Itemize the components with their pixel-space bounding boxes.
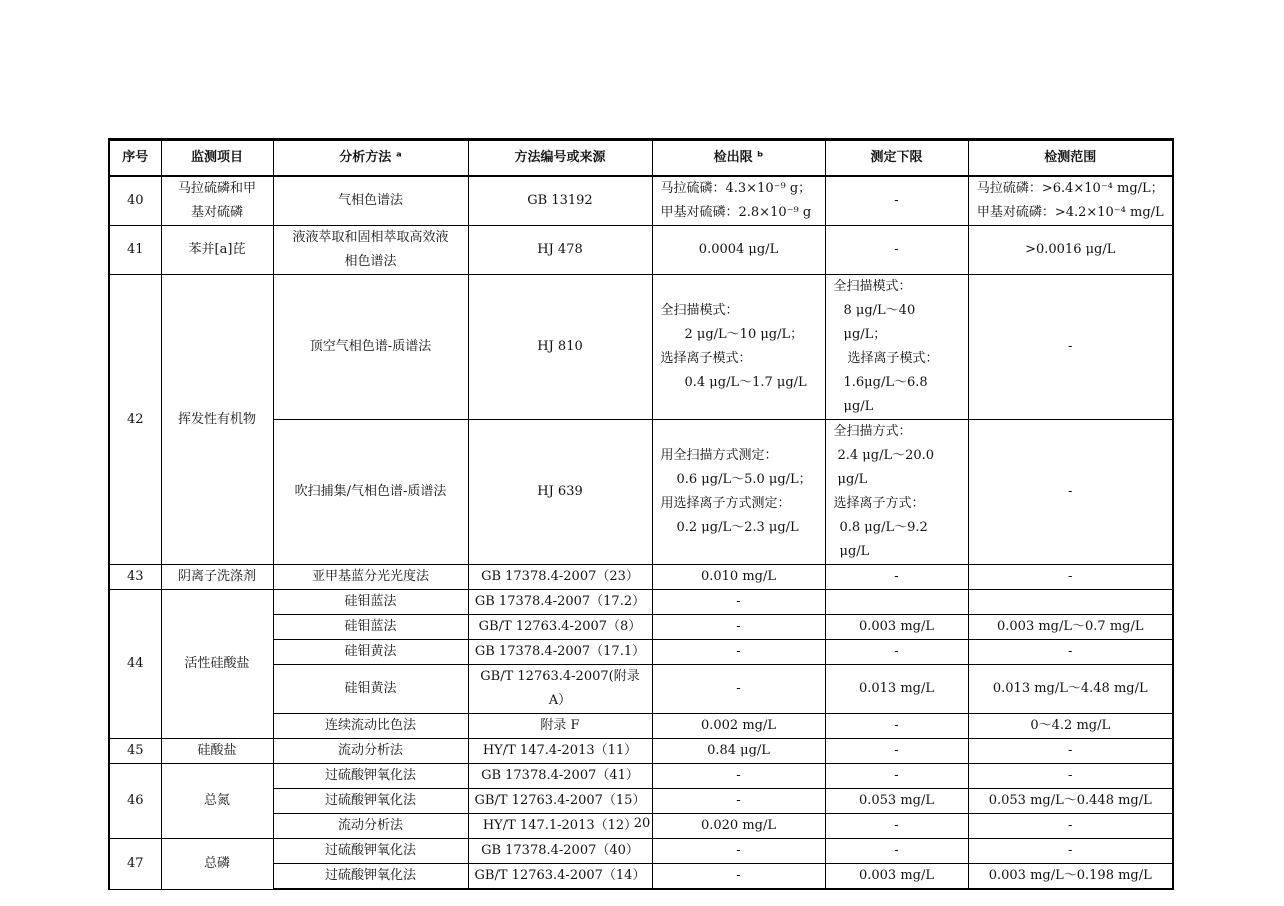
row-source: GB 13192 <box>468 176 652 226</box>
lower-line: 1.6μg/L～6.8 μg/L <box>843 375 928 414</box>
limit-line: 用选择离子方式测定： <box>660 496 791 511</box>
row-method: 硅钼蓝法 <box>273 615 468 640</box>
row-item: 活性硅酸盐 <box>161 590 273 739</box>
row-lower: - <box>825 640 968 665</box>
row-method: 过硫酸钾氧化法 <box>273 789 468 814</box>
row-source: GB/T 12763.4-2007（15） <box>468 789 652 814</box>
header-source: 方法编号或来源 <box>468 140 652 177</box>
row-no: 47 <box>109 839 161 890</box>
row-range: - <box>968 420 1173 565</box>
limit-line: 用全扫描方式测定： <box>660 448 778 463</box>
row-limit: - <box>652 789 825 814</box>
row-method <box>273 226 468 275</box>
row-source: GB/T 12763.4-2007（14） <box>468 864 652 890</box>
method-line: 相色谱法 <box>344 254 397 269</box>
row-limit: - <box>652 665 825 714</box>
row-method: 气相色谱法 <box>273 176 468 226</box>
header-lower: 测定下限 <box>825 140 968 177</box>
row-limit: - <box>652 615 825 640</box>
row-limit: - <box>652 590 825 615</box>
row-item: 苯并[a]芘 <box>161 226 273 275</box>
row-lower: - <box>825 226 968 275</box>
row-source: GB/T 12763.4-2007(附录 A） <box>468 665 652 714</box>
row-method: 硅钼蓝法 <box>273 590 468 615</box>
row-range: - <box>968 839 1173 864</box>
lower-line: 8 μg/L～40 μg/L； <box>843 303 916 342</box>
table-row <box>109 176 1173 226</box>
row-range: - <box>968 565 1173 590</box>
header-no: 序号 <box>109 140 161 177</box>
range-line: 马拉硫磷：>6.4×10⁻⁴ mg/L； <box>976 181 1164 196</box>
row-lower: 0.053 mg/L <box>825 789 968 814</box>
row-source: GB 17378.4-2007（17.2） <box>468 590 652 615</box>
row-range: - <box>968 739 1173 764</box>
table-row <box>109 226 1173 275</box>
header-limit: 检出限 ᵇ <box>652 140 825 177</box>
row-lower: - <box>825 714 968 739</box>
table-row <box>109 275 1173 420</box>
row-lower <box>825 275 968 420</box>
row-range: - <box>968 764 1173 789</box>
row-source: GB/T 12763.4-2007（8） <box>468 615 652 640</box>
row-range: 0.003 mg/L～0.198 mg/L <box>968 864 1173 890</box>
row-range <box>968 176 1173 226</box>
row-source: GB 17378.4-2007（40） <box>468 839 652 864</box>
limit-line: 马拉硫磷：4.3×10⁻⁹ g； <box>660 181 812 196</box>
row-limit: - <box>652 864 825 890</box>
row-method: 硅钼黄法 <box>273 665 468 714</box>
row-limit: - <box>652 764 825 789</box>
lower-line: 全扫描方式： <box>833 424 912 439</box>
header-method: 分析方法 ᵃ <box>273 140 468 177</box>
row-no: 40 <box>109 176 161 226</box>
row-no: 45 <box>109 739 161 764</box>
limit-line: 选择离子模式： <box>660 351 752 366</box>
table-row <box>109 739 1173 764</box>
limit-line: 2 μg/L～10 μg/L； <box>684 327 804 342</box>
row-limit: - <box>652 640 825 665</box>
row-limit <box>652 176 825 226</box>
limit-line: 0.2 μg/L～2.3 μg/L <box>676 520 799 535</box>
row-source: HJ 639 <box>468 420 652 565</box>
limit-line: 全扫描模式： <box>660 303 739 318</box>
row-lower: 0.013 mg/L <box>825 665 968 714</box>
row-source: GB 17378.4-2007（17.1） <box>468 640 652 665</box>
row-item: 硅酸盐 <box>161 739 273 764</box>
row-source: 附录 F <box>468 714 652 739</box>
row-no: 46 <box>109 764 161 839</box>
row-lower: - <box>825 176 968 226</box>
range-line: 甲基对硫磷：>4.2×10⁻⁴ mg/L <box>976 205 1164 220</box>
row-limit: 0.84 μg/L <box>652 739 825 764</box>
row-method: 流动分析法 <box>273 814 468 839</box>
row-source: GB 17378.4-2007（41） <box>468 764 652 789</box>
row-limit: 0.0004 μg/L <box>652 226 825 275</box>
row-method: 吹扫捕集/气相色谱-质谱法 <box>273 420 468 565</box>
row-range: 0.053 mg/L～0.448 mg/L <box>968 789 1173 814</box>
row-range: - <box>968 814 1173 839</box>
row-no: 41 <box>109 226 161 275</box>
row-lower: - <box>825 839 968 864</box>
row-lower: 0.003 mg/L <box>825 864 968 890</box>
lower-line: 选择离子模式： <box>847 351 939 366</box>
table-header-row <box>109 140 1173 177</box>
row-limit <box>652 275 825 420</box>
row-no: 42 <box>109 275 161 565</box>
row-range: - <box>968 275 1173 420</box>
row-item: 挥发性有机物 <box>161 275 273 565</box>
row-lower: - <box>825 764 968 789</box>
row-lower: - <box>825 814 968 839</box>
row-method: 过硫酸钾氧化法 <box>273 839 468 864</box>
row-source: HJ 810 <box>468 275 652 420</box>
lower-line: 2.4 μg/L～20.0 μg/L <box>837 448 935 487</box>
row-limit: - <box>652 839 825 864</box>
item-line: 马拉硫磷和甲 <box>177 181 256 196</box>
row-item: 总磷 <box>161 839 273 890</box>
lower-line: 全扫描模式： <box>833 279 912 294</box>
row-range: 0～4.2 mg/L <box>968 714 1173 739</box>
row-no: 43 <box>109 565 161 590</box>
row-range: 0.013 mg/L～4.48 mg/L <box>968 665 1173 714</box>
lower-line: 0.8 μg/L～9.2 μg/L <box>839 520 928 559</box>
row-lower <box>825 590 968 615</box>
item-line: 基对硫磷 <box>190 205 243 220</box>
row-source: HY/T 147.1-2013（12） <box>468 814 652 839</box>
row-source: HJ 478 <box>468 226 652 275</box>
limit-line: 0.6 μg/L～5.0 μg/L； <box>676 472 812 487</box>
table-row <box>109 590 1173 615</box>
row-no: 44 <box>109 590 161 739</box>
row-range: >0.0016 μg/L <box>968 226 1173 275</box>
row-range <box>968 590 1173 615</box>
row-lower: - <box>825 565 968 590</box>
page-number: 20 <box>633 816 651 831</box>
row-limit: 0.002 mg/L <box>652 714 825 739</box>
row-lower <box>825 420 968 565</box>
row-limit <box>652 420 825 565</box>
row-method: 顶空气相色谱-质谱法 <box>273 275 468 420</box>
limit-line: 甲基对硫磷：2.8×10⁻⁹ g <box>660 205 812 220</box>
row-method: 过硫酸钾氧化法 <box>273 864 468 890</box>
monitoring-methods-table <box>108 138 1174 890</box>
row-source: GB 17378.4-2007（23） <box>468 565 652 590</box>
row-method: 流动分析法 <box>273 739 468 764</box>
row-range: - <box>968 640 1173 665</box>
table-row <box>109 565 1173 590</box>
limit-line: 0.4 μg/L～1.7 μg/L <box>684 375 807 390</box>
method-line: 液液萃取和固相萃取高效液 <box>292 230 449 245</box>
row-lower: 0.003 mg/L <box>825 615 968 640</box>
row-source: HY/T 147.4-2013（11） <box>468 739 652 764</box>
row-method: 过硫酸钾氧化法 <box>273 764 468 789</box>
row-range: 0.003 mg/L～0.7 mg/L <box>968 615 1173 640</box>
header-range: 检测范围 <box>968 140 1173 177</box>
row-limit: 0.010 mg/L <box>652 565 825 590</box>
row-item: 总氮 <box>161 764 273 839</box>
row-item: 阴离子洗涤剂 <box>161 565 273 590</box>
header-item: 监测项目 <box>161 140 273 177</box>
lower-line: 选择离子方式： <box>833 496 925 511</box>
table-row <box>109 839 1173 864</box>
row-method: 连续流动比色法 <box>273 714 468 739</box>
row-method: 硅钼黄法 <box>273 640 468 665</box>
row-method: 亚甲基蓝分光光度法 <box>273 565 468 590</box>
row-item <box>161 176 273 226</box>
row-limit: 0.020 mg/L <box>652 814 825 839</box>
table-row <box>109 764 1173 789</box>
row-lower: - <box>825 739 968 764</box>
